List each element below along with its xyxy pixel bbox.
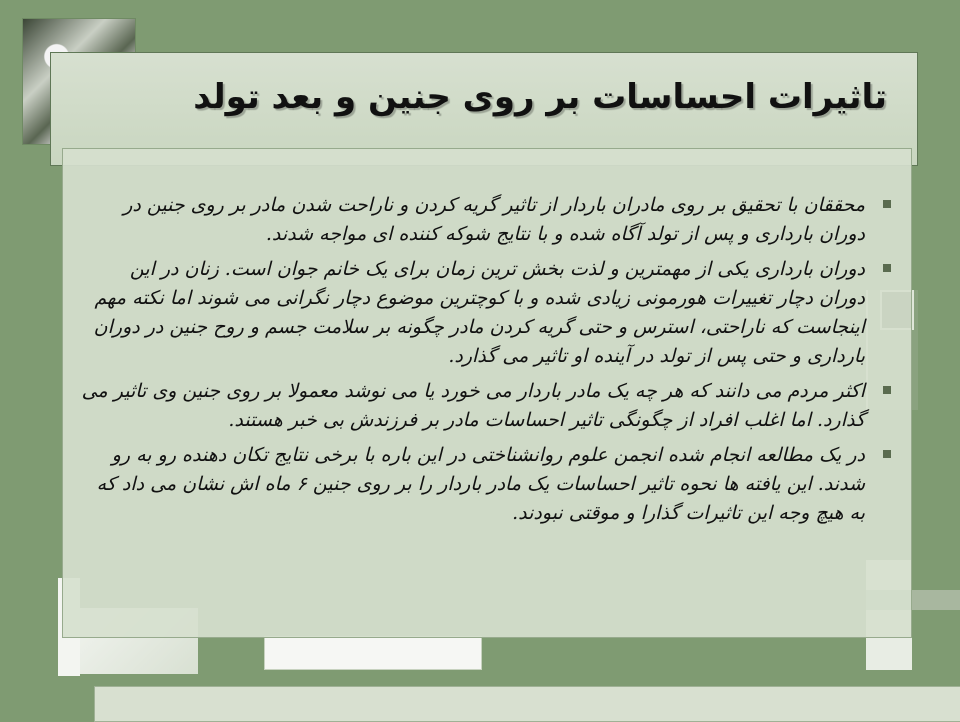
bullet-item xyxy=(81,377,891,435)
bullet-list xyxy=(81,191,891,534)
bullet-text: محققان با تحقیق بر روی مادران باردار از تاثیر گریه کردن و ناراحت شدن مادر بر روی جنین در دوران بارداری و پس از تولد آگاه شده و با نتایج شوکه کننده ای مواجه شدند. xyxy=(123,194,865,245)
bullet-text: در یک مطالعه انجام شده انجمن علوم روانشناختی در این باره با برخی نتایج تکان دهنده رو به رو شدند. این یافته ها نحوه تاثیر احساسات یک مادر باردار را بر روی جنین ۶ ماه اش نشان می داد که به هیچ وجه این تاثیرات گذارا و موقتی نبودند. xyxy=(96,444,865,524)
decorative-block xyxy=(264,636,482,670)
bullet-item xyxy=(81,441,891,528)
square-bullet-icon xyxy=(883,386,891,394)
bullet-item xyxy=(81,191,891,249)
square-bullet-icon xyxy=(883,200,891,208)
bullet-text: دوران بارداری یکی از مهمترین و لذت بخش ترین زمان برای یک خانم جوان است. زنان در این دوران دچار تغییرات هورمونی زیادی شده و با کوچترین موضوع دچار نگرانی می شوند اما نکته مهم اینجاست که ناراحتی، استرس و حتی گریه کردن مادر چگونه بر سلامت جسم و روح جنین در دوران بارداری و حتی پس از تولد در آینده او تاثیر می گذارد. xyxy=(93,258,865,367)
square-bullet-icon xyxy=(883,264,891,272)
bullet-text: اکثر مردم می دانند که هر چه یک مادر باردار می خورد یا می نوشد معمولا بر روی جنین وی تاثیر می گذارد. اما اغلب افراد از چگونگی تاثیر احساسات مادر بر فرزندش بی خبر هستند. xyxy=(81,380,865,431)
square-bullet-icon xyxy=(883,450,891,458)
slide-title: تاثیرات احساسات بر روی جنین و بعد تولد xyxy=(193,77,887,117)
decorative-band xyxy=(94,686,960,722)
content-panel xyxy=(62,148,912,638)
bullet-item xyxy=(81,255,891,371)
